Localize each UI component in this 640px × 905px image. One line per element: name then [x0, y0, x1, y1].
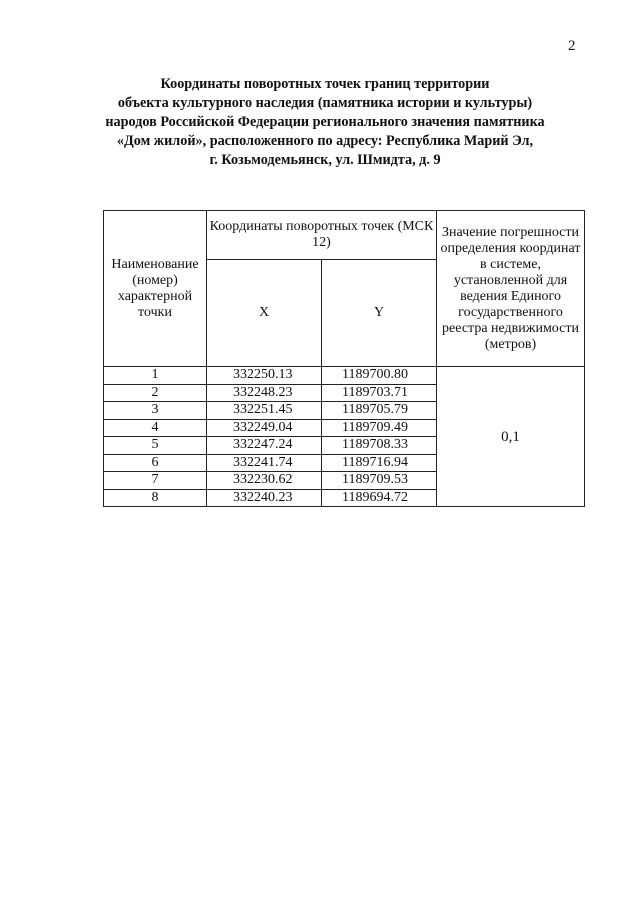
- header-coordinates: Координаты поворотных точек (МСК 12): [207, 211, 437, 260]
- title-line: г. Козьмодемьянск, ул. Шмидта, д. 9: [209, 152, 441, 168]
- header-x: X: [207, 260, 322, 367]
- point-y: 1189716.94: [322, 454, 437, 472]
- document-title: [60, 75, 590, 170]
- point-x: 332251.45: [207, 402, 322, 420]
- point-number: 3: [104, 402, 207, 420]
- point-x: 332248.23: [207, 384, 322, 402]
- error-value: 0,1: [437, 367, 585, 507]
- point-y: 1189709.53: [322, 472, 437, 490]
- title-line: Координаты поворотных точек границ территории: [160, 76, 490, 92]
- point-number: 1: [104, 367, 207, 385]
- point-y: 1189700.80: [322, 367, 437, 385]
- header-y: Y: [322, 260, 437, 367]
- point-number: 8: [104, 489, 207, 507]
- point-number: 5: [104, 437, 207, 455]
- point-number: 6: [104, 454, 207, 472]
- point-number: 4: [104, 419, 207, 437]
- point-x: 332250.13: [207, 367, 322, 385]
- point-x: 332240.23: [207, 489, 322, 507]
- title-line: народов Российской Федерации регионального значения памятника: [105, 114, 545, 130]
- point-number: 7: [104, 472, 207, 490]
- title-line: объекта культурного наследия (памятника истории и культуры): [117, 95, 533, 111]
- point-y: 1189709.49: [322, 419, 437, 437]
- point-y: 1189708.33: [322, 437, 437, 455]
- coordinates-table: [103, 210, 585, 507]
- point-y: 1189694.72: [322, 489, 437, 507]
- title-line: «Дом жилой», расположенного по адресу: Республика Марий Эл,: [116, 133, 534, 149]
- header-error: Значение погрешности определения координат в системе, установленной для ведения Единого государственного реестра недвижимости (метров): [437, 211, 585, 367]
- point-number: 2: [104, 384, 207, 402]
- point-y: 1189703.71: [322, 384, 437, 402]
- page-number: 2: [568, 38, 576, 54]
- point-x: 332247.24: [207, 437, 322, 455]
- point-y: 1189705.79: [322, 402, 437, 420]
- header-point-name: Наименование (номер) характерной точки: [104, 211, 207, 367]
- point-x: 332230.62: [207, 472, 322, 490]
- point-x: 332249.04: [207, 419, 322, 437]
- point-x: 332241.74: [207, 454, 322, 472]
- table-row: [104, 367, 585, 385]
